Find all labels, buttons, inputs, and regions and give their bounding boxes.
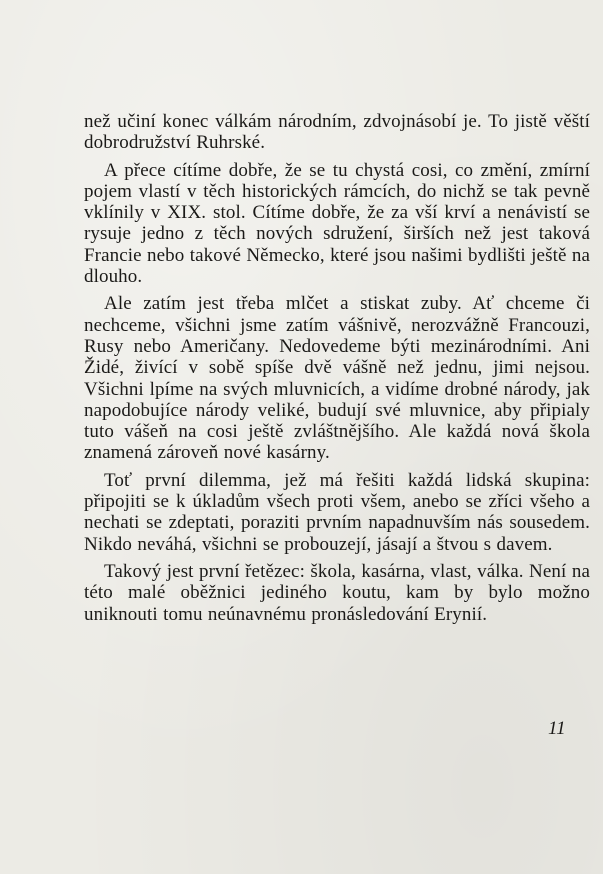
paragraph-continuation: než učiní konec válkám národním, zdvojnásobí je. To jistě věští dobrodružství Ruhrské. (84, 111, 590, 154)
paragraph: A přece cítíme dobře, že se tu chystá cosi, co změní, zmírní pojem vlastí v těch historických rámcích, do nichž se tak pevně vklínily v XIX. stol. Cítíme dobře, že za vší krví a nenávistí se rysuje jedno z těch nových sdružení, širších než jest taková Francie nebo takové Německo, které jsou našimi bydlišti ještě na dlouho. (84, 159, 590, 288)
paragraph: Toť první dilemma, jež má řešiti každá lidská skupina: připojiti se k úkladům všech proti všem, anebo se zříci všeho a nechati se zdeptati, poraziti prvním napadnuvším nás sousedem. Nikdo neváhá, všichni se probouzejí, jásají a štvou s davem. (84, 469, 590, 555)
paragraph: Takový jest první řetězec: škola, kasárna, vlast, válka. Není na této malé oběžnici jediného koutu, kam by bylo možno uniknouti tomu neúnavnému pronásledování Erynií. (84, 560, 590, 625)
paragraph: Ale zatím jest třeba mlčet a stiskat zuby. Ať chceme či nechceme, všichni jsme zatím vášnivě, nerozvážně Francouzi, Rusy nebo Američany. Nedovedeme býti mezinárodními. Ani Židé, živící v sobě spíše dvě vášně než jednu, jimi nejsou. Všichni lpíme na svých mluvnicích, a vidíme drobné národy, jak napodobujíce národy veliké, budují své mluvnice, aby připialy tuto vášeň na cosi ještě zvláštnějšího. Ale každá nová škola znamená zároveň nové kasárny. (84, 293, 590, 464)
page-number: 11 (548, 718, 566, 739)
body-text (84, 111, 590, 625)
